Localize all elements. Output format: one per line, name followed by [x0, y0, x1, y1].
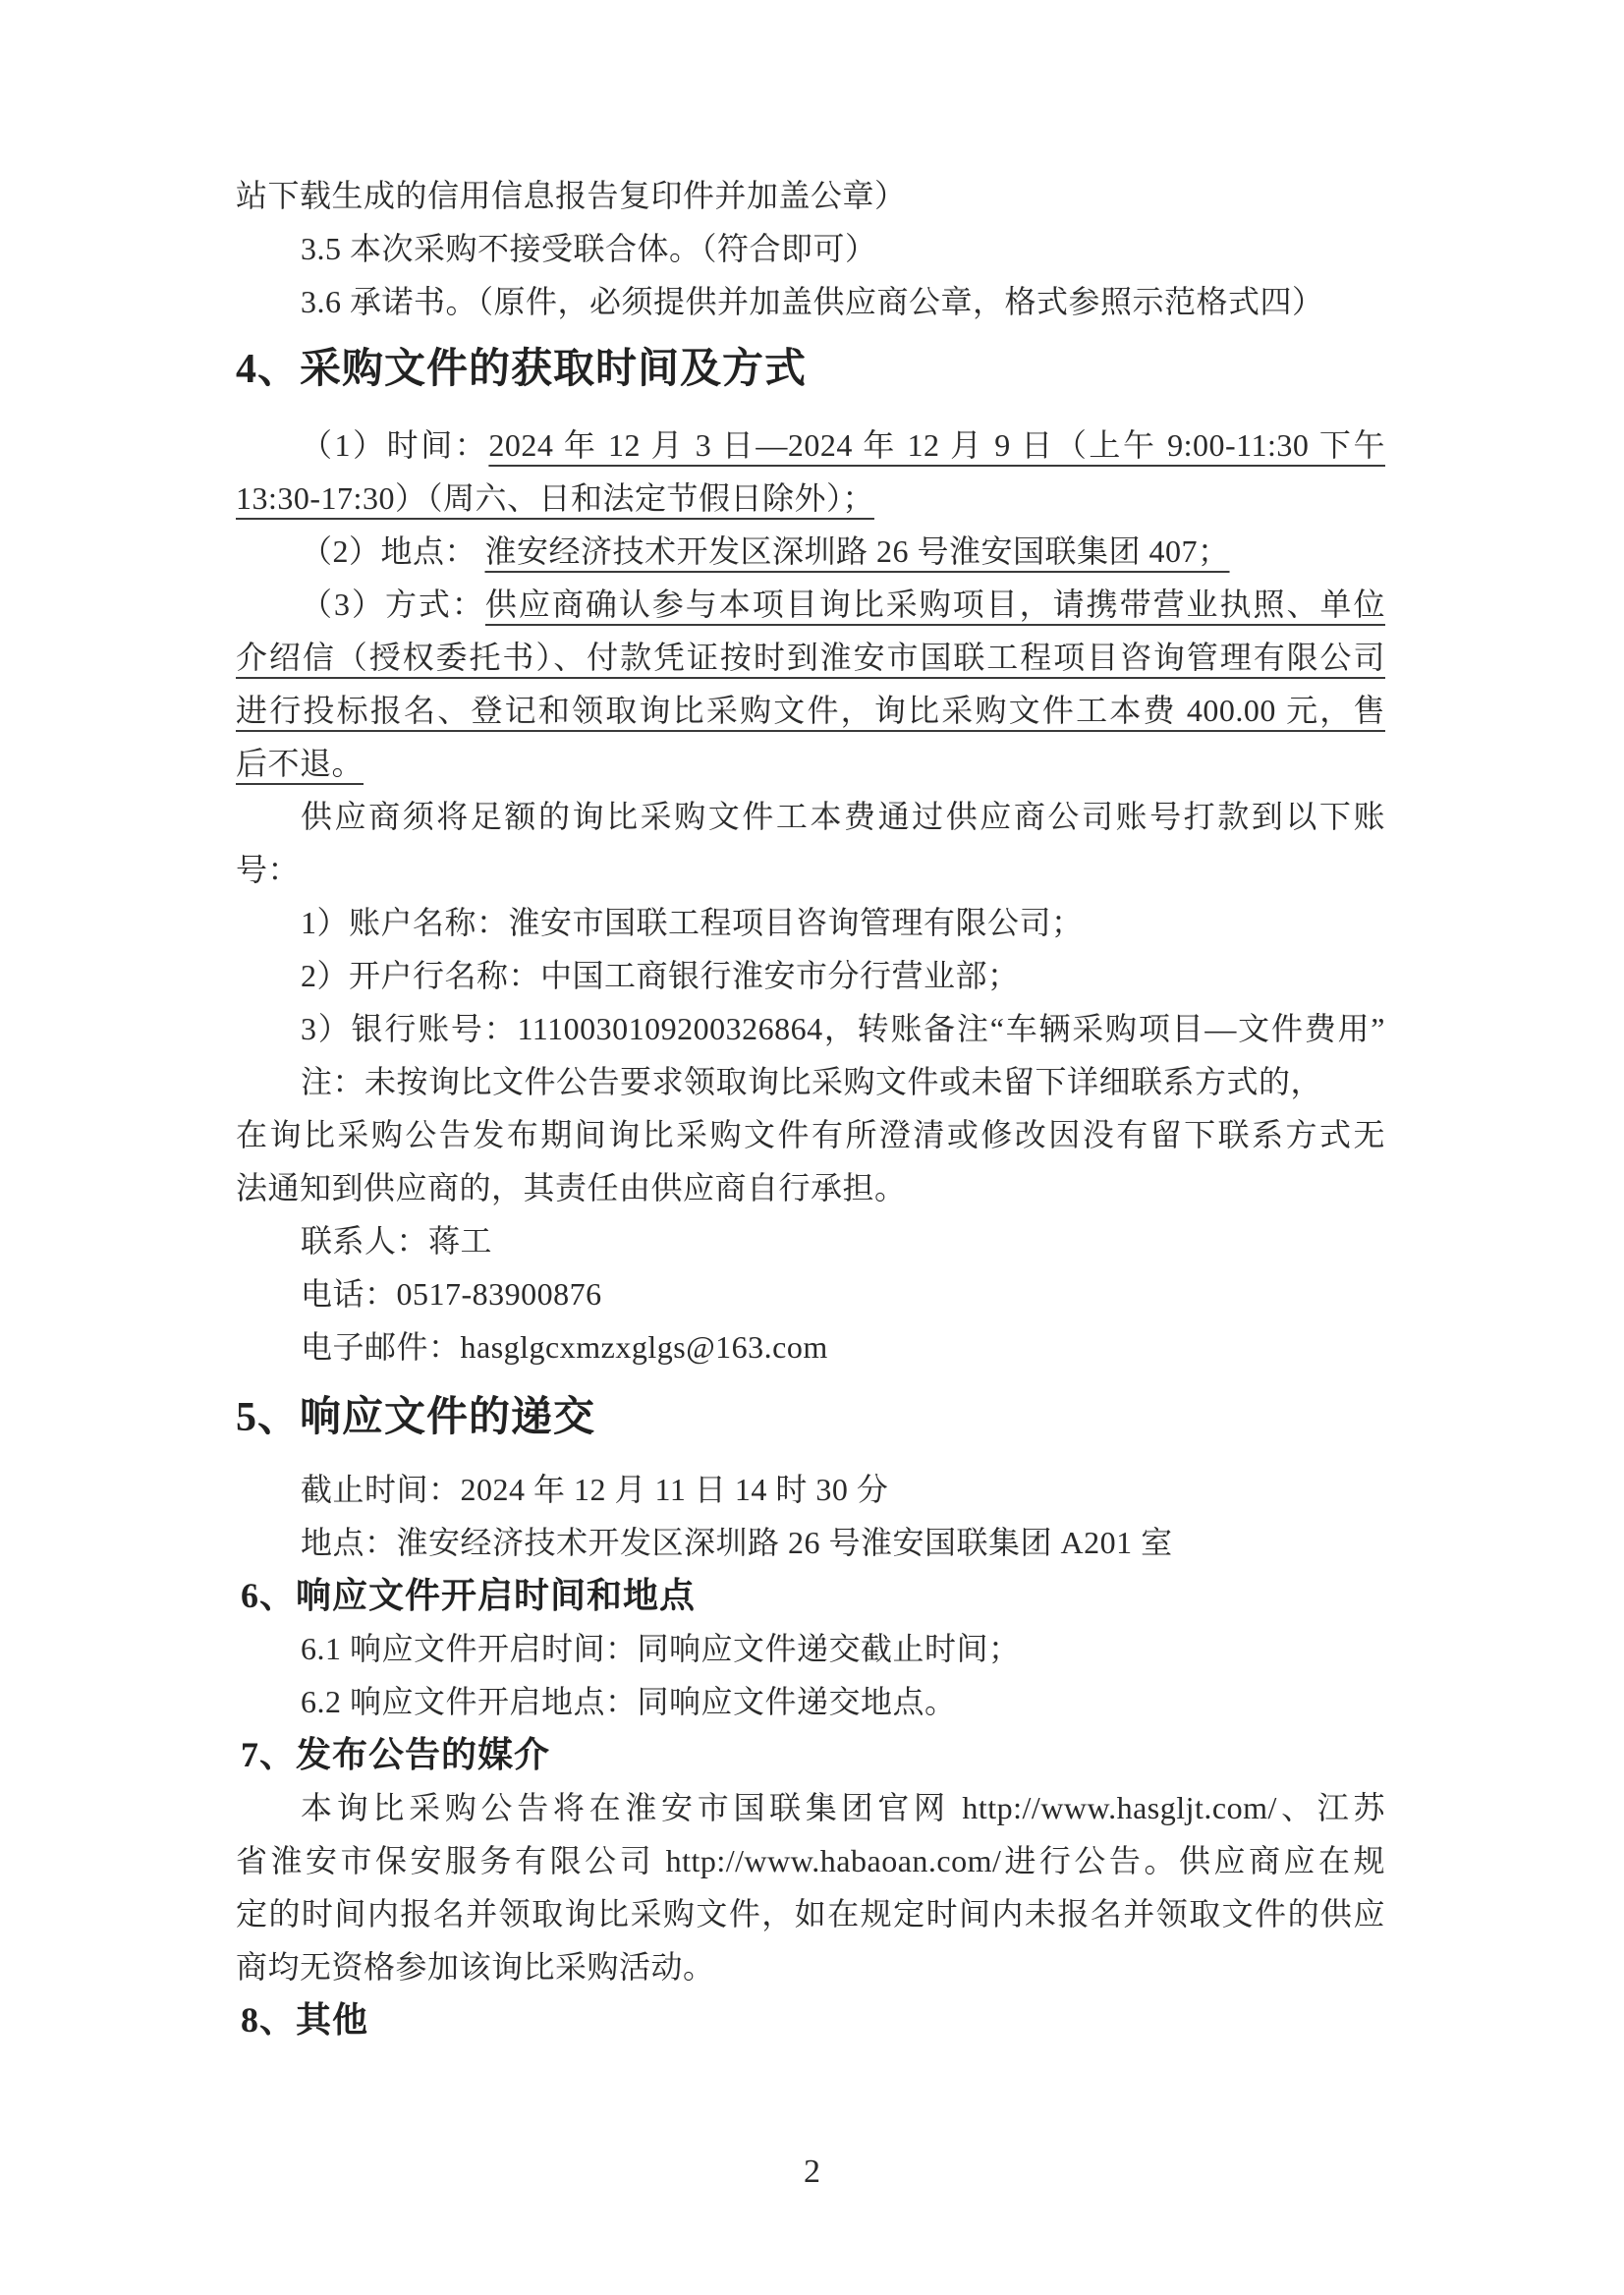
- text-segment: （2）地点：: [301, 533, 485, 569]
- text-segment: 商均无资格参加该询比采购活动。: [236, 1949, 715, 1985]
- underlined-text: 供应商确认参与本项目询比采购项目，请携带营业执照、单位: [484, 587, 1385, 622]
- doc-line: [301, 1781, 1385, 1834]
- underlined-text: 2024 年 12 月 3 日—2024 年 12 月 9 日（上午 9:00-11:30 下午: [488, 427, 1385, 463]
- doc-line: [301, 578, 1385, 631]
- text-segment: 1）账户名称：淮安市国联工程项目咨询管理有限公司；: [301, 905, 1084, 940]
- doc-line: [301, 1214, 1385, 1267]
- doc-line: [236, 631, 1385, 684]
- text-segment: 电话：0517-83900876: [301, 1276, 602, 1312]
- doc-line: [301, 419, 1385, 472]
- text-segment: （1）时间：: [301, 427, 489, 463]
- doc-line: [301, 1267, 1385, 1320]
- section-6-heading: [241, 1569, 1385, 1622]
- doc-line: [236, 1161, 1385, 1214]
- doc-line: [236, 1887, 1385, 1940]
- doc-line: [301, 949, 1385, 1002]
- doc-line: [301, 275, 1385, 328]
- text-segment: 在询比采购公告发布期间询比采购文件有所澄清或修改因没有留下联系方式无: [236, 1117, 1385, 1152]
- doc-line: [301, 896, 1385, 949]
- text-segment: 本询比采购公告将在淮安市国联集团官网 http://www.hasgljt.com/、江苏: [301, 1790, 1385, 1825]
- doc-line: [236, 737, 1385, 790]
- section-7-heading: [241, 1728, 1385, 1781]
- section-5-heading: [236, 1388, 1385, 1447]
- doc-line: [301, 525, 1385, 578]
- doc-line: [236, 1834, 1385, 1887]
- text-segment: 3）银行账号：1110030109200326864，转账备注“车辆采购项目—文件费用”: [301, 1011, 1385, 1046]
- text-segment: 6、响应文件开启时间和地点: [241, 1576, 697, 1615]
- text-segment: 5、响应文件的递交: [236, 1395, 596, 1440]
- text-segment: 联系人：蒋工: [301, 1223, 493, 1259]
- doc-line: [301, 1622, 1385, 1675]
- text-segment: 4、采购文件的获取时间及方式: [236, 347, 808, 392]
- text-segment: 注：未按询比文件公告要求领取询比采购文件或未留下详细联系方式的，: [301, 1064, 1323, 1099]
- doc-line: [301, 1320, 1385, 1373]
- text-segment: 3.6 承诺书。（原件，必须提供并加盖供应商公章，格式参照示范格式四）: [301, 284, 1324, 319]
- doc-line: [236, 169, 1385, 222]
- text-segment: 6.1 响应文件开启时间：同响应文件递交截止时间；: [301, 1631, 1021, 1666]
- doc-line: [301, 1675, 1385, 1728]
- doc-line: [301, 1463, 1385, 1516]
- section-8-heading: [241, 1993, 1385, 2046]
- doc-line: [301, 1055, 1385, 1108]
- text-segment: 定的时间内报名并领取询比采购文件，如在规定时间内未报名并领取文件的供应: [236, 1896, 1385, 1931]
- text-segment: 电子邮件：hasglgcxmzxglgs@163.com: [301, 1329, 828, 1365]
- doc-line: [236, 843, 1385, 896]
- text-segment: 6.2 响应文件开启地点：同响应文件递交地点。: [301, 1684, 957, 1719]
- text-segment: 法通知到供应商的，其责任由供应商自行承担。: [236, 1170, 907, 1205]
- doc-line: [236, 1108, 1385, 1161]
- text-segment: 3.5 本次采购不接受联合体。（符合即可）: [301, 231, 877, 266]
- section-4-heading: [236, 340, 1385, 399]
- doc-line: [236, 472, 1385, 525]
- underlined-text: 淮安经济技术开发区深圳路 26 号淮安国联集团 407；: [484, 533, 1230, 569]
- underlined-text: 进行投标报名、登记和领取询比采购文件，询比采购文件工本费 400.00 元，售: [236, 693, 1385, 728]
- doc-line: [301, 222, 1385, 275]
- text-segment: （3）方式：: [301, 587, 485, 622]
- text-segment: 2）开户行名称：中国工商银行淮安市分行营业部；: [301, 958, 1020, 993]
- text-segment: 8、其他: [241, 2000, 369, 2040]
- text-segment: 地点：淮安经济技术开发区深圳路 26 号淮安国联集团 A201 室: [301, 1525, 1173, 1560]
- underlined-text: 13:30-17:30）（周六、日和法定节假日除外）；: [236, 480, 874, 516]
- doc-line: [236, 1940, 1385, 1993]
- underlined-text: 介绍信（授权委托书）、付款凭证按时到淮安市国联工程项目咨询管理有限公司: [236, 640, 1385, 675]
- page-number: 2: [804, 2154, 820, 2190]
- text-segment: 截止时间：2024 年 12 月 11 日 14 时 30 分: [301, 1472, 889, 1507]
- text-segment: 省淮安市保安服务有限公司 http://www.habaoan.com/进行公告。供应商应在规: [236, 1843, 1385, 1878]
- document-content: [236, 169, 1385, 2046]
- doc-line: [301, 1002, 1385, 1055]
- doc-line: [236, 684, 1385, 737]
- text-segment: 供应商须将足额的询比采购文件工本费通过供应商公司账号打款到以下账: [301, 799, 1385, 834]
- text-segment: 7、发布公告的媒介: [241, 1735, 551, 1774]
- text-segment: 站下载生成的信用信息报告复印件并加盖公章）: [236, 178, 907, 213]
- doc-line: [301, 1516, 1385, 1569]
- underlined-text: 后不退。: [236, 746, 364, 781]
- text-segment: 号：: [236, 852, 301, 887]
- doc-line: [301, 790, 1385, 843]
